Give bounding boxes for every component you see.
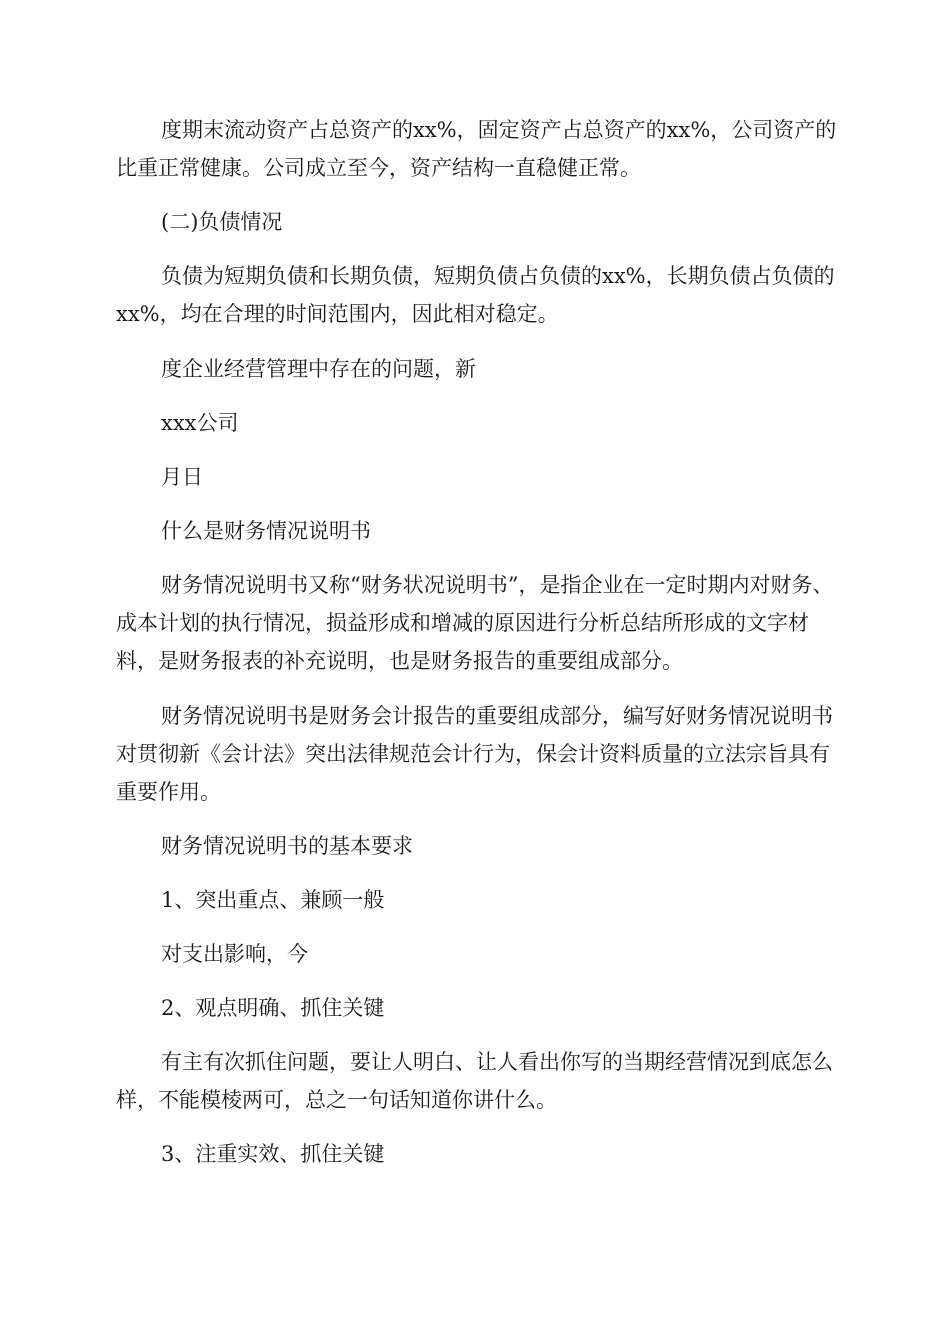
paragraph-expense-impact: 对支出影响，今 [161,942,308,966]
company-name: xxx公司 [161,411,239,435]
heading-what-is-statement: 什么是财务情况说明书 [161,519,371,543]
paragraph-clear-viewpoint: 有主有次抓住问题，要让人明白、让人看出你写的当期经营情况到底怎么样，不能模棱两可，总之一句话知道你讲什么。 [116,1050,833,1112]
requirement-2: 2、观点明确、抓住关键 [161,996,385,1020]
paragraph-importance: 财务情况说明书是财务会计报告的重要组成部分，编写好财务情况说明书对贯彻新《会计法》突出法律规范会计行为，保会计资料质量的立法宗旨具有重要作用。 [116,704,833,804]
paragraph-liabilities: 负债为短期负债和长期负债，短期负债占负债的xx%，长期负债占负债的xx%，均在合理的时间范围内，因此相对稳定。 [116,264,835,326]
requirement-3: 3、注重实效、抓住关键 [161,1142,385,1166]
section-heading-liabilities: (二)负债情况 [161,210,283,234]
paragraph-problems: 度企业经营管理中存在的问题，新 [161,357,476,381]
paragraph-assets-ratio: 度期末流动资产占总资产的xx%，固定资产占总资产的xx%，公司资产的比重正常健康。公司成立至今，资产结构一直稳健正常。 [116,118,837,180]
requirement-1: 1、突出重点、兼顾一般 [161,888,385,912]
heading-basic-requirements: 财务情况说明书的基本要求 [161,834,413,858]
date-line: 月日 [161,465,203,489]
paragraph-definition: 财务情况说明书又称“财务状况说明书”，是指企业在一定时期内对财务、成本计划的执行情况，损益形成和增减的原因进行分析总结所形成的文字材料，是财务报表的补充说明，也是财务报告的重要组成部分。 [116,573,834,673]
